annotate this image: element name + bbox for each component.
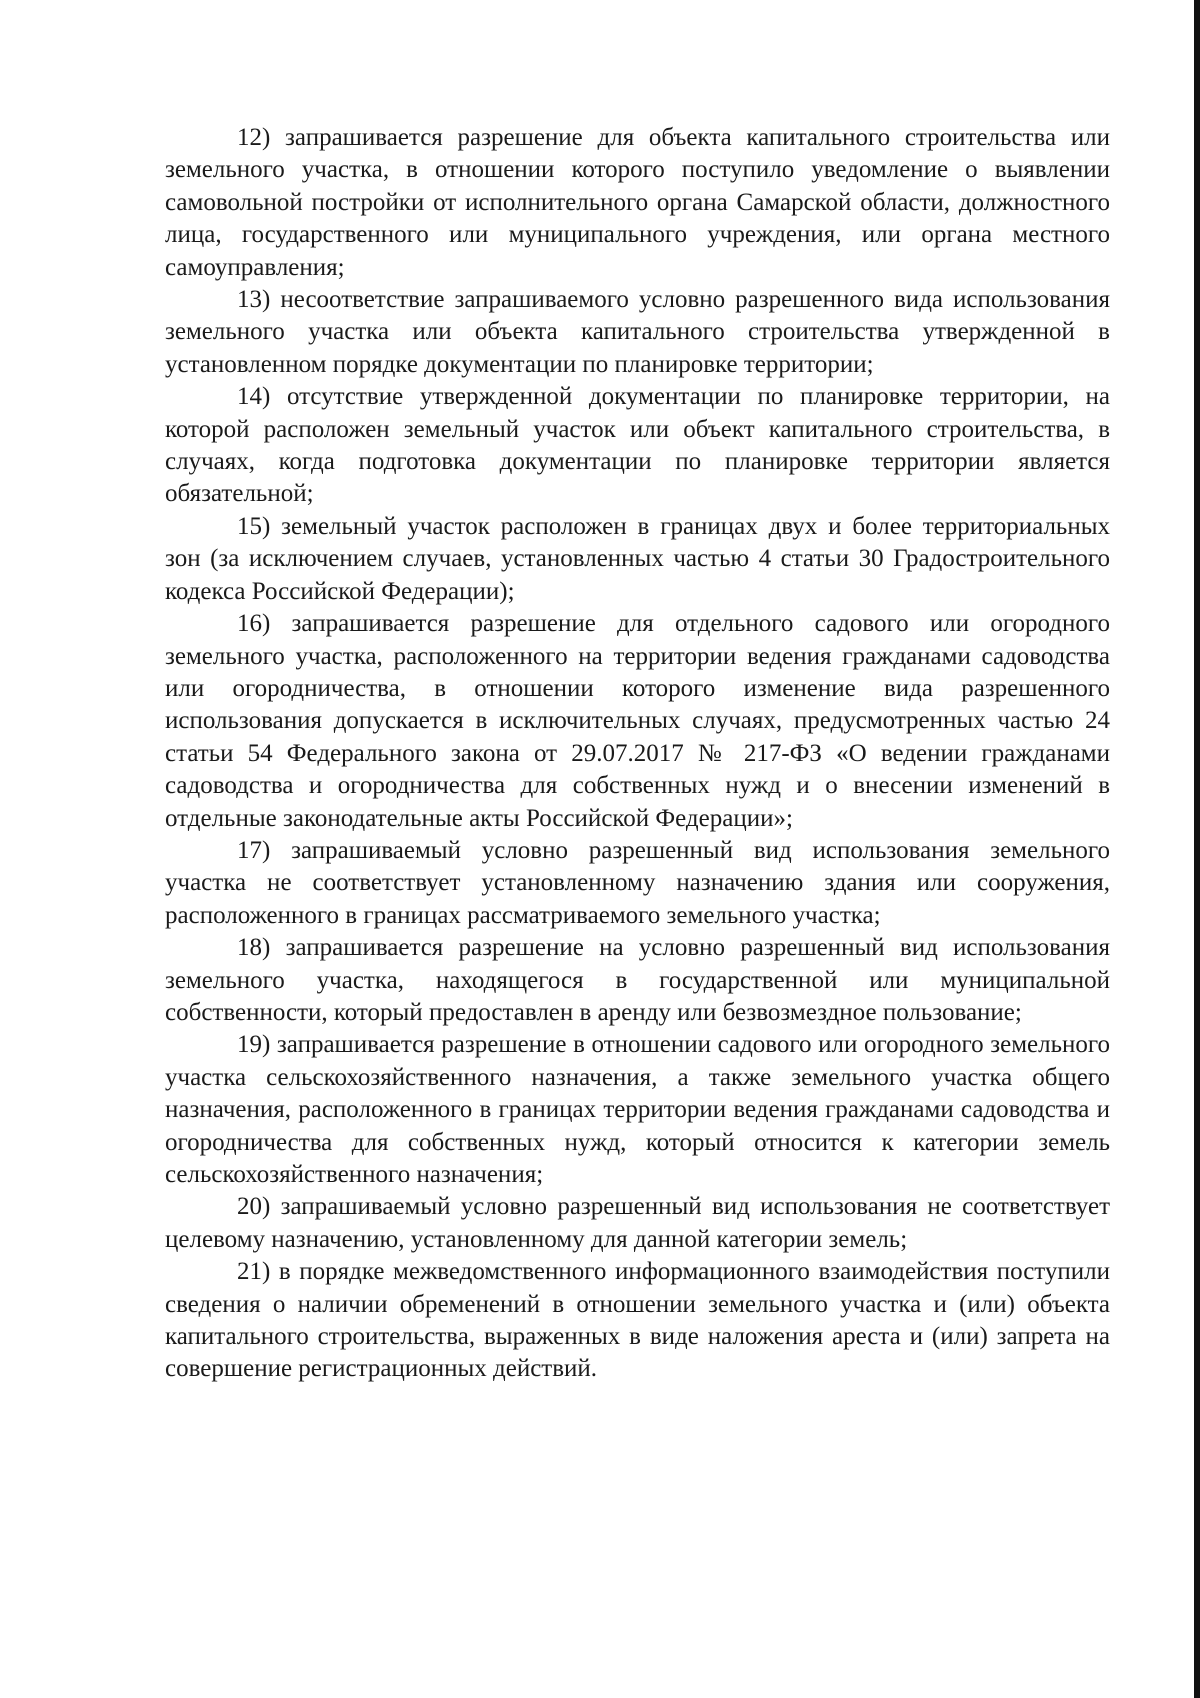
list-item-15: 15) земельный участок расположен в границах двух и более территориальных зон (за исключением случаев, установленных частью 4 статьи 30 Градостроительного кодекса Российской Федерации); [165, 512, 1110, 605]
list-item-18: 18) запрашивается разрешение на условно разрешенный вид использования земельного участка, находящегося в государственной или муниципальной собственности, который предоставлен в аренду или безвозмездное пользование; [165, 934, 1110, 1026]
list-item-20: 20) запрашиваемый условно разрешенный вид использования не соответствует целевому назначению, установленному для данной категории земель; [165, 1193, 1110, 1253]
list-item-17: 17) запрашиваемый условно разрешенный вид использования земельного участка не соответствует установленному назначению здания или сооружения, расположенного в границах рассматриваемого земельного участка; [165, 836, 1110, 929]
document-body [165, 122, 1110, 1386]
list-item-13: 13) несоответствие запрашиваемого условно разрешенного вида использования земельного участка или объекта капитального строительства утвержденной в установленном порядке документации по планировке территории; [165, 286, 1110, 378]
scan-edge-border [1194, 0, 1200, 1698]
list-item-16: 16) запрашивается разрешение для отдельного садового или огородного земельного участка, расположенного на территории ведения гражданами садоводства или огородничества, в отношении которого изменение вида разрешенного использования допускается в исключительных случаях, предусмотренных частью 24 статьи 54 Федерального закона от 29.07.2017 № 217-ФЗ «О ведении гражданами садоводства и огородничества для собственных нужд и о внесении изменений в отдельные законодательные акты Российской Федерации»; [165, 610, 1110, 832]
list-item-19: 19) запрашивается разрешение в отношении садового или огородного земельного участка сельскохозяйственного назначения, а также земельного участка общего назначения, расположенного в границах территории ведения гражданами садоводства и огородничества для собственных нужд, который относится к категории земель сельскохозяйственного назначения; [165, 1031, 1110, 1188]
list-item-12: 12) запрашивается разрешение для объекта капитального строительства или земельного участка, в отношении которого поступило уведомление о выявлении самовольной постройки от исполнительного органа Самарской области, должностного лица, государственного или муниципального учреждения, или органа местного самоуправления; [165, 124, 1110, 281]
list-item-14: 14) отсутствие утвержденной документации по планировке территории, на которой расположен земельный участок или объект капитального строительства, в случаях, когда подготовка документации по планировке территории является обязательной; [165, 383, 1110, 508]
list-item-21: 21) в порядке межведомственного информационного взаимодействия поступили сведения о наличии обременений в отношении земельного участка и (или) объекта капитального строительства, выраженных в виде наложения ареста и (или) запрета на совершение регистрационных действий. [165, 1258, 1110, 1383]
